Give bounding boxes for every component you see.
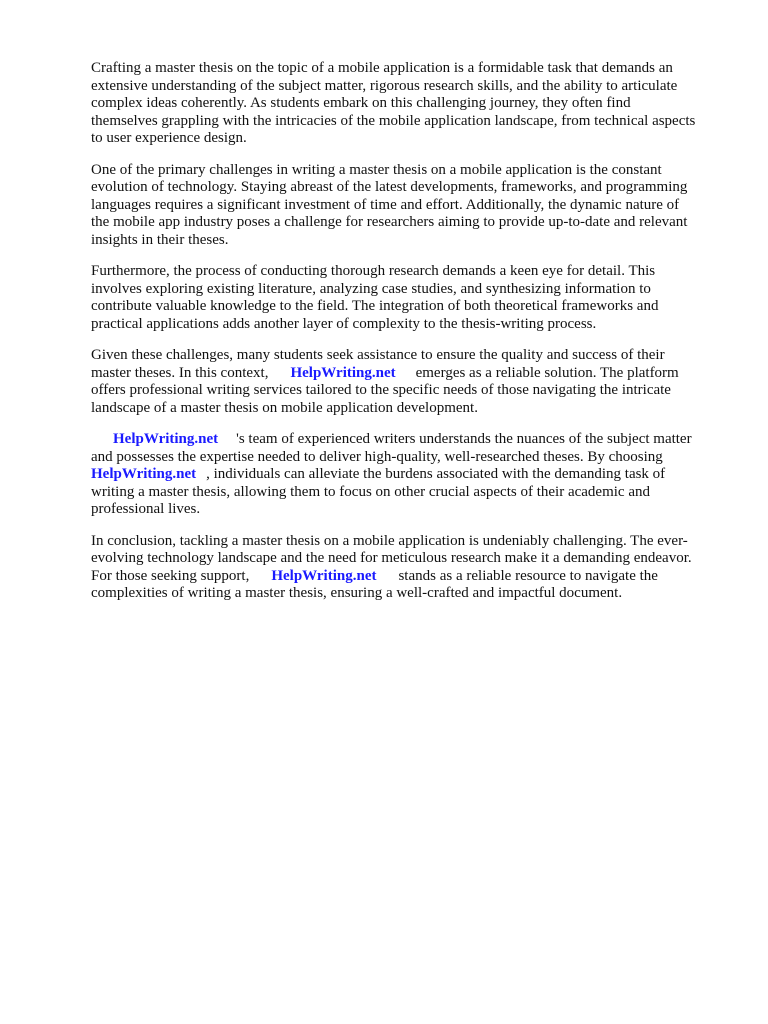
text-line: themselves grappling with the intricacies of the mobile application landscape, from technical aspects	[91, 112, 696, 129]
text-line: Crafting a master thesis on the topic of a mobile application is a formidable task that demands an	[91, 60, 673, 76]
text-line: One of the primary challenges in writing a master thesis on a mobile application is the constant	[91, 161, 662, 178]
paragraph-team	[91, 431, 721, 519]
text-line: insights in their theses.	[91, 231, 229, 248]
document-page	[91, 60, 721, 617]
paragraph-conclusion	[91, 533, 721, 603]
text-fragment: For those seeking support,	[91, 567, 250, 584]
text-fragment: emerges as a reliable solution. The platform	[415, 364, 679, 381]
text-line: professional lives.	[91, 501, 201, 517]
text-line: offers professional writing services tailored to the specific needs of those navigating the intricate	[91, 382, 671, 398]
text-line: landscape of a master thesis on mobile application development.	[91, 399, 478, 416]
text-line: complexities of writing a master thesis, ensuring a well-crafted and impactful document.	[91, 585, 623, 601]
helpwriting-link[interactable]: HelpWriting.net	[271, 567, 377, 584]
helpwriting-link[interactable]: HelpWriting.net	[113, 431, 219, 447]
helpwriting-link[interactable]: HelpWriting.net	[91, 466, 197, 482]
paragraph-intro	[91, 60, 721, 148]
text-line: to user experience design.	[91, 130, 247, 146]
text-line: evolving technology landscape and the need for meticulous research make it a demanding endeavor.	[91, 550, 692, 566]
text-line: and possesses the expertise needed to deliver high-quality, well-researched theses. By choosing	[91, 448, 663, 465]
text-line: practical applications adds another layer of complexity to the thesis-writing process.	[91, 315, 597, 332]
text-fragment: 's team of experienced writers understands the nuances of the subject matter	[236, 431, 692, 447]
text-line	[91, 466, 721, 484]
text-line	[91, 365, 721, 383]
text-line	[91, 431, 721, 449]
text-line: languages requires a significant investment of time and effort. Additionally, the dynamic nature of	[91, 196, 680, 213]
paragraph-assistance	[91, 347, 721, 417]
text-line: the mobile app industry poses a challenge for researchers aiming to provide up-to-date and relevant	[91, 214, 688, 230]
text-line: involves exploring existing literature, analyzing case studies, and synthesizing information to	[91, 280, 651, 297]
paragraph-research	[91, 263, 721, 333]
text-line: writing a master thesis, allowing them to focus on other crucial aspects of their academic and	[91, 483, 650, 500]
text-fragment: stands as a reliable resource to navigate the	[398, 567, 658, 584]
text-fragment: , individuals can alleviate the burdens associated with the demanding task of	[206, 466, 666, 482]
helpwriting-link[interactable]: HelpWriting.net	[290, 364, 396, 381]
text-line: Furthermore, the process of conducting thorough research demands a keen eye for detail. This	[91, 263, 656, 279]
text-line: extensive understanding of the subject matter, rigorous research skills, and the ability to articulate	[91, 77, 678, 94]
text-line	[91, 568, 721, 586]
text-line: Given these challenges, many students seek assistance to ensure the quality and success of their	[91, 347, 665, 363]
text-line: In conclusion, tackling a master thesis on a mobile application is undeniably challenging. The ever-	[91, 532, 688, 549]
text-line: complex ideas coherently. As students embark on this challenging journey, they often find	[91, 95, 631, 111]
text-fragment: master theses. In this context,	[91, 364, 269, 381]
text-line: evolution of technology. Staying abreast of the latest developments, frameworks, and programming	[91, 179, 688, 195]
paragraph-challenges	[91, 162, 721, 250]
text-line: contribute valuable knowledge to the field. The integration of both theoretical frameworks and	[91, 298, 659, 314]
